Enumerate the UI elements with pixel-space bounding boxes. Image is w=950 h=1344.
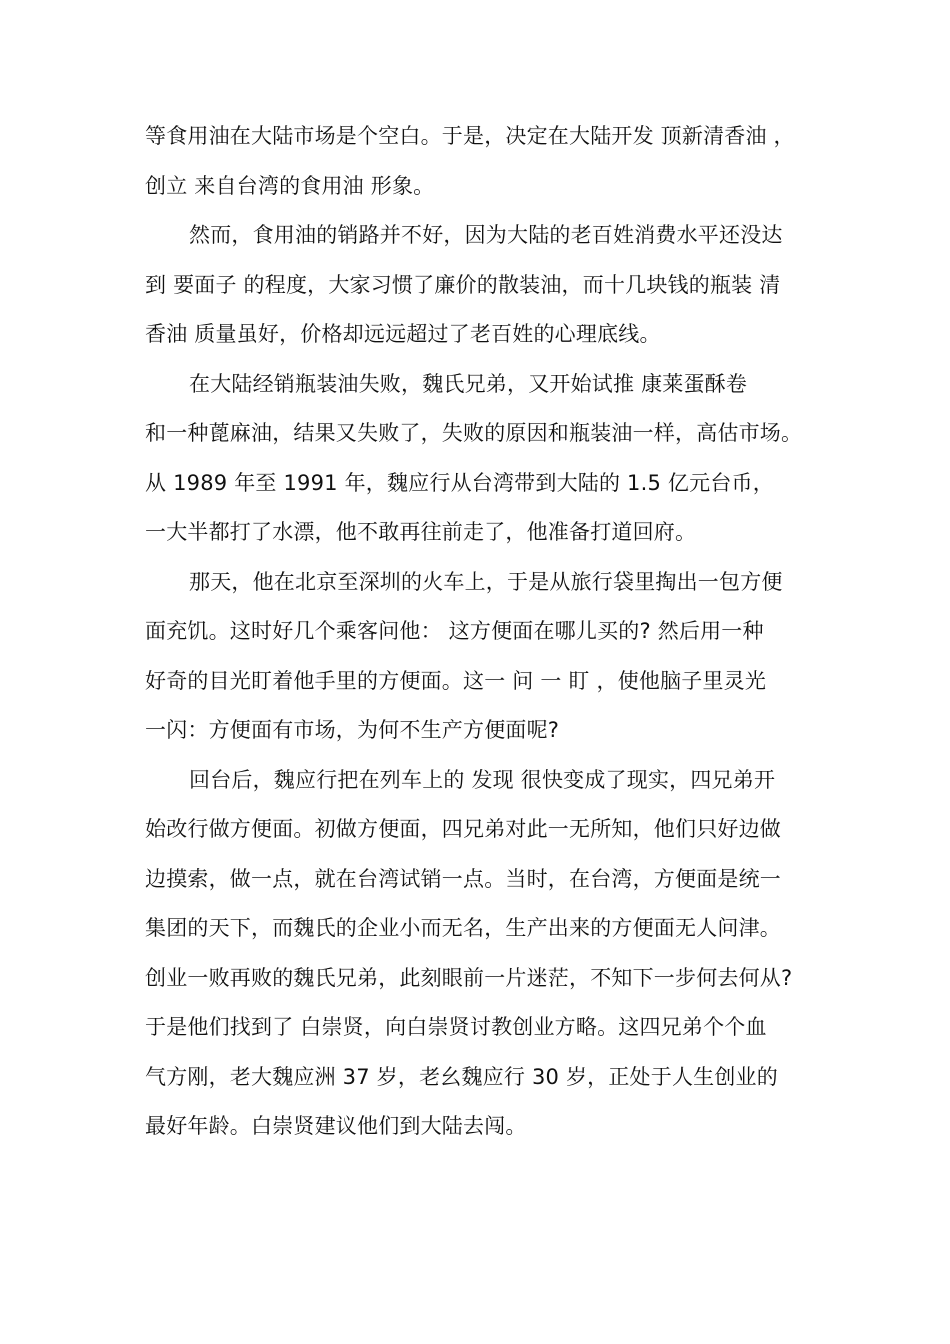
text-line: 最好年龄。白崇贤建议他们到大陆去闯。 bbox=[145, 1114, 527, 1138]
text-line: 边摸索，做一点，就在台湾试销一点。当时，在台湾，方便面是统一 bbox=[145, 866, 781, 891]
text-line: 和一种蓖麻油，结果又失败了，失败的原因和瓶装油一样，高估市场。 bbox=[145, 421, 803, 445]
text-line: 面充饥。这时好几个乘客问他： 这方便面在哪儿买的? 然后用一种 bbox=[145, 619, 764, 643]
text-line: 创业一败再败的魏氏兄弟，此刻眼前一片迷茫，不知下一步何去何从? bbox=[145, 965, 793, 990]
text-line: 那天，他在北京至深圳的火车上，于是从旅行袋里掏出一包方便 bbox=[189, 569, 783, 594]
text-line: 一大半都打了水漂，他不敢再往前走了，他准备打道回府。 bbox=[145, 520, 697, 544]
paragraph-2 bbox=[145, 211, 807, 360]
text-line: 气方刚，老大魏应洲 37 岁，老幺魏应行 30 岁，正处于人生创业的 bbox=[145, 1064, 778, 1089]
text-line: 好奇的目光盯着他手里的方便面。这一 问 一 盯 ，使他脑子里灵光 bbox=[145, 668, 767, 693]
text-line: 香油 质量虽好，价格却远远超过了老百姓的心理底线。 bbox=[145, 322, 661, 346]
paragraph-3 bbox=[145, 360, 807, 558]
paragraph-4 bbox=[145, 558, 807, 756]
text-line: 然而，食用油的销路并不好，因为大陆的老百姓消费水平还没达 bbox=[189, 223, 783, 247]
text-line: 到 要面子 的程度，大家习惯了廉价的散装油，而十几块钱的瓶装 清 bbox=[145, 272, 781, 297]
text-line: 创立 来自台湾的食用油 形象。 bbox=[145, 173, 435, 198]
paragraph-1 bbox=[145, 112, 807, 211]
text-line: 回台后，魏应行把在列车上的 发现 很快变成了现实，四兄弟开 bbox=[189, 767, 776, 792]
text-line: 在大陆经销瓶装油失败，魏氏兄弟，又开始试推 康莱蛋酥卷 bbox=[189, 371, 748, 396]
text-line: 等食用油在大陆市场是个空白。于是，决定在大陆开发 顶新清香油 ， bbox=[145, 124, 795, 148]
paragraph-5 bbox=[145, 756, 807, 1152]
text-line: 从 1989 年至 1991 年，魏应行从台湾带到大陆的 1.5 亿元台币， bbox=[145, 470, 774, 495]
text-line: 始改行做方便面。初做方便面，四兄弟对此一无所知，他们只好边做 bbox=[145, 817, 781, 841]
text-line: 集团的天下，而魏氏的企业小而无名，生产出来的方便面无人问津。 bbox=[145, 916, 781, 940]
text-line: 于是他们找到了 白崇贤，向白崇贤讨教创业方略。这四兄弟个个血 bbox=[145, 1015, 767, 1039]
document-body bbox=[145, 112, 807, 1152]
text-line: 一闪：方便面有市场，为何不生产方便面呢? bbox=[145, 718, 560, 742]
